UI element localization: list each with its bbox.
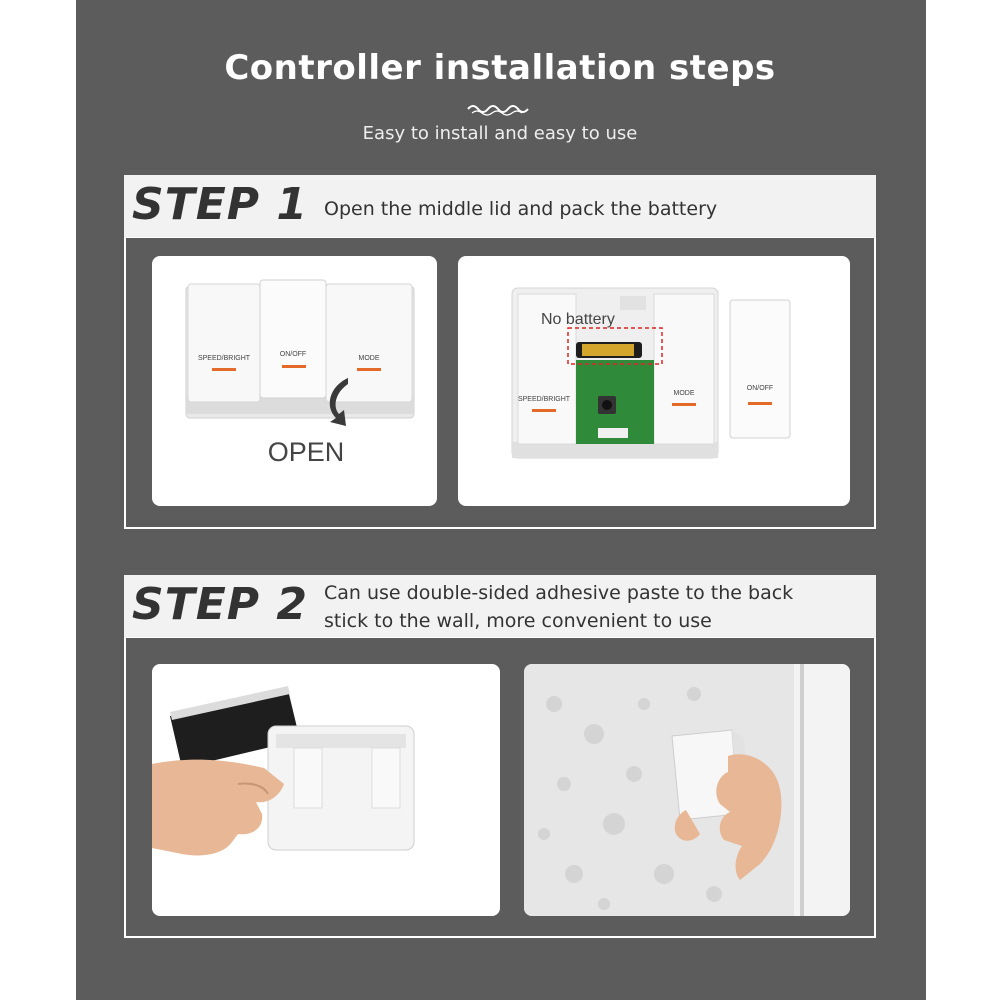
btn-speed-label: SPEED/BRIGHT — [197, 355, 251, 362]
no-battery-note: No battery — [541, 311, 615, 328]
switch-open-illustration — [152, 256, 437, 506]
btn-mode-label: MODE — [358, 355, 380, 362]
step1-header — [124, 175, 876, 237]
r-btn-speed-label: SPEED/BRIGHT — [517, 396, 571, 403]
wall-mount-illustration — [524, 664, 850, 916]
r-btn-mode-label: MODE — [673, 390, 695, 397]
step2-label: STEP 2 — [132, 579, 308, 630]
r-btn-onoff-label: ON/OFF — [746, 385, 774, 392]
battery-illustration — [458, 256, 850, 506]
step1-text: Open the middle lid and pack the battery — [324, 198, 718, 220]
btn-onoff-label: ON/OFF — [279, 351, 307, 358]
step2-header — [124, 575, 876, 637]
wave-divider-icon — [466, 100, 534, 116]
step2-text-line2: stick to the wall, more convenient to use — [324, 610, 712, 632]
adhesive-back-illustration — [152, 664, 500, 916]
step2-text-line1: Can use double-sided adhesive paste to the back — [324, 582, 794, 604]
step1-right-image — [458, 256, 850, 506]
step1-left-image — [152, 256, 437, 506]
step2-right-image — [524, 664, 850, 916]
step2-left-image — [152, 664, 500, 916]
open-caption: OPEN — [267, 437, 345, 467]
page-title: Controller installation steps — [224, 48, 776, 88]
step1-label: STEP 1 — [132, 179, 308, 230]
page-subtitle: Easy to install and easy to use — [362, 123, 638, 144]
